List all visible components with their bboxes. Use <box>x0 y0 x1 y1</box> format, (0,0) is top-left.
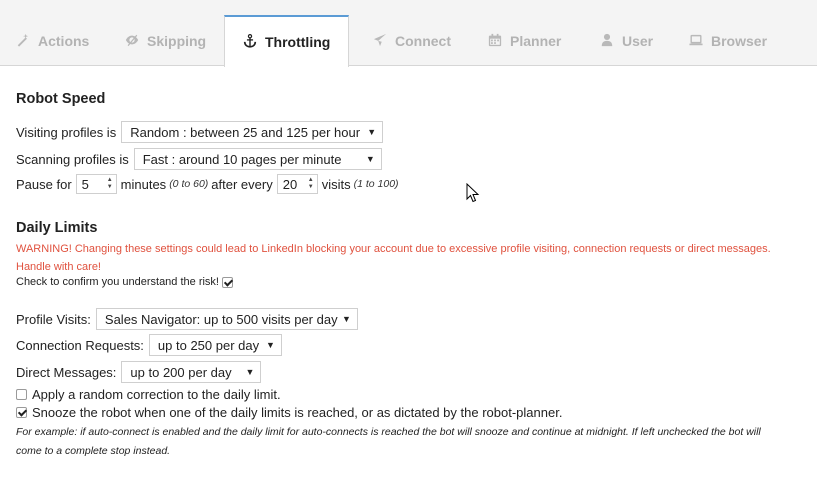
profile-visits-label: Profile Visits: <box>16 311 91 327</box>
laptop-icon <box>689 33 703 50</box>
visiting-profiles-label: Visiting profiles is <box>16 124 117 140</box>
profile-visits-row <box>16 308 358 330</box>
stepper-arrows-icon[interactable]: ▲ ▼ <box>307 177 314 190</box>
confirm-risk-checkbox[interactable] <box>222 277 233 288</box>
eye-slash-icon <box>125 33 139 50</box>
tab-browser[interactable] <box>687 16 767 66</box>
magic-wand-icon <box>16 33 30 50</box>
pause-minutes-stepper[interactable] <box>76 174 117 194</box>
snooze-label: Snooze the robot when one of the daily limits is reached, or as dictated by the robot-planner. <box>32 405 563 420</box>
tab-skipping[interactable] <box>123 16 206 66</box>
tab-actions[interactable] <box>14 16 89 66</box>
profile-visits-select[interactable] <box>96 308 358 330</box>
scanning-profiles-select[interactable] <box>134 148 382 170</box>
visiting-profiles-select[interactable] <box>121 121 383 143</box>
profile-visits-value: Sales Navigator: up to 500 visits per day <box>104 311 338 327</box>
connection-requests-label: Connection Requests: <box>16 337 144 353</box>
snooze-row <box>16 405 562 420</box>
tab-throttling[interactable] <box>224 15 349 67</box>
visits-hint: (1 to 100) <box>353 178 399 190</box>
scanning-profiles-label: Scanning profiles is <box>16 151 129 167</box>
tab-actions-label: Actions <box>38 33 90 49</box>
example-line-1: For example: if auto-connect is enabled and the daily limit for auto-connects is reached the bot will snooze and continue at midnight. If left unchecked the bot will <box>16 426 761 438</box>
visiting-profiles-row <box>16 121 383 143</box>
confirm-risk-row <box>16 276 233 288</box>
visiting-profiles-value: Random : between 25 and 125 per hour <box>130 124 361 140</box>
visits-stepper[interactable] <box>277 174 318 194</box>
chevron-down-icon: ▼ <box>245 367 255 377</box>
mouse-cursor-icon <box>466 183 480 204</box>
scanning-profiles-row <box>16 148 382 170</box>
daily-limits-heading: Daily Limits <box>16 220 98 236</box>
snooze-checkbox[interactable] <box>16 407 27 418</box>
direct-messages-row <box>16 361 261 383</box>
tab-connect[interactable] <box>371 16 451 66</box>
chevron-down-icon: ▼ <box>365 154 375 164</box>
chevron-down-icon: ▼ <box>367 127 377 137</box>
warning-text <box>16 240 806 276</box>
confirm-risk-label: Check to confirm you understand the risk! <box>16 276 219 288</box>
tab-browser-label: Browser <box>711 33 768 49</box>
tab-skipping-label: Skipping <box>147 33 207 49</box>
tab-connect-label: Connect <box>395 33 451 49</box>
pause-for-label: Pause for <box>16 176 72 192</box>
tab-user[interactable] <box>598 16 653 66</box>
tab-bar <box>0 0 817 66</box>
anchor-icon <box>243 34 257 51</box>
direct-messages-select[interactable] <box>121 361 261 383</box>
calendar-icon <box>488 33 502 50</box>
paper-plane-icon <box>373 33 387 50</box>
random-correction-row <box>16 387 281 402</box>
stepper-arrows-icon[interactable]: ▲ ▼ <box>106 177 113 190</box>
visits-value: 20 <box>282 176 298 192</box>
minutes-label: minutes <box>120 176 167 192</box>
warning-line-2: Handle with care! <box>16 261 101 273</box>
example-line-2: come to a complete stop instead. <box>16 445 171 457</box>
after-every-label: after every <box>211 176 273 192</box>
tab-throttling-label: Throttling <box>265 34 331 50</box>
snooze-example-text <box>16 423 796 461</box>
direct-messages-value: up to 200 per day <box>130 364 232 380</box>
visits-label: visits <box>321 176 351 192</box>
chevron-down-icon: ▼ <box>341 314 351 324</box>
scanning-profiles-value: Fast : around 10 pages per minute <box>142 151 342 167</box>
robot-speed-heading: Robot Speed <box>16 91 106 107</box>
pause-minutes-value: 5 <box>81 176 89 192</box>
connection-requests-value: up to 250 per day <box>157 337 260 353</box>
tab-planner-label: Planner <box>510 33 562 49</box>
warning-line-1: WARNING! Changing these settings could lead to LinkedIn blocking your account due to excessive profile visiting, connection requests or direct messages. <box>16 243 771 255</box>
chevron-down-icon: ▼ <box>266 340 275 350</box>
tab-planner[interactable] <box>486 16 561 66</box>
random-correction-label: Apply a random correction to the daily limit. <box>32 387 281 402</box>
direct-messages-label: Direct Messages: <box>16 364 117 380</box>
tab-user-label: User <box>622 33 654 49</box>
user-icon <box>600 33 614 50</box>
connection-requests-select[interactable] <box>149 334 282 356</box>
random-correction-checkbox[interactable] <box>16 389 27 400</box>
connection-requests-row <box>16 334 282 356</box>
minutes-hint: (0 to 60) <box>169 178 209 190</box>
pause-row <box>16 174 402 194</box>
